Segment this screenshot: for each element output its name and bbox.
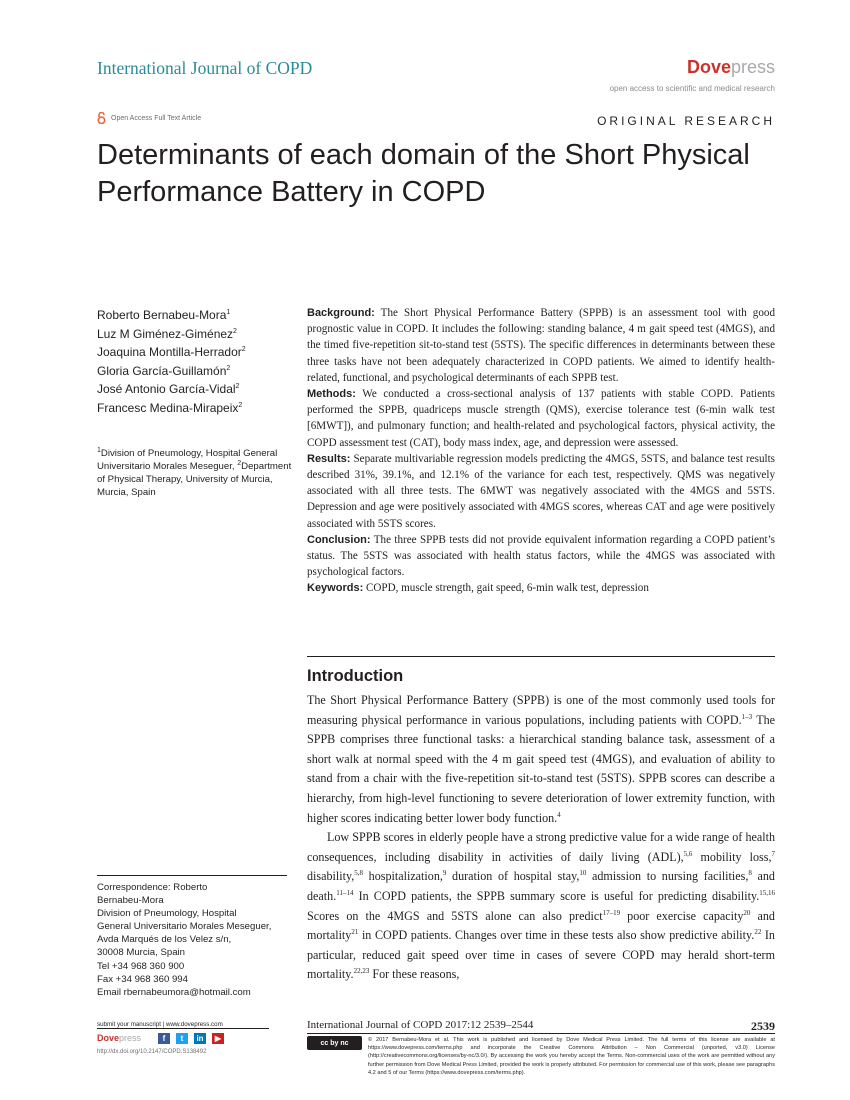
citation-ref[interactable]: 1–3 [741, 712, 753, 721]
linkedin-icon[interactable]: in [194, 1033, 206, 1044]
author: Luz M Giménez-Giménez$^2$ [97, 326, 237, 341]
affil-2-marker: 2 [237, 459, 242, 467]
cc-by-nc-badge[interactable]: cc by nc [307, 1036, 362, 1050]
intro-paragraph-1 [307, 691, 775, 828]
footer-rule [97, 1028, 269, 1029]
author: Gloria García-Guillamón$^2$ [97, 363, 231, 378]
paragraph-text: The Short Physical Performance Battery (SPPB) is one of the most commonly used tools for measuring physical performance in various populations, including patients with COPD. [307, 693, 775, 727]
affil-1: Division of Pneumology, Hospital General Universitario Morales Meseguer, [97, 448, 278, 472]
corr-line: Fax +34 968 360 994 [97, 973, 188, 985]
paragraph-text: In COPD patients, the SPPB summary score is useful for predicting disability. [353, 888, 760, 903]
abstract-conclusion: Conclusion: The three SPPB tests did not provide equivalent information regarding a COPD patient’s status. The 5STS was associated with health status factors, while the 4MGS was associated with psychological factors. [307, 533, 775, 579]
citation-ref[interactable]: 15,16 [759, 888, 775, 897]
citation-ref[interactable]: 21 [351, 928, 359, 937]
corr-line: Bernabeu-Mora [97, 895, 164, 907]
citation-ref[interactable]: 17–19 [602, 908, 621, 917]
paragraph-text: For these reasons, [369, 967, 460, 982]
page-number: 2539 [751, 1019, 775, 1033]
facebook-icon[interactable]: f [158, 1033, 170, 1044]
tagline: open access to scientific and medical research [609, 84, 775, 93]
paragraph-text: poor exercise capacity [620, 908, 744, 923]
corr-line: Correspondence: Roberto [97, 882, 208, 893]
citation-ref[interactable]: 7 [771, 849, 775, 858]
twitter-icon[interactable]: t [176, 1033, 188, 1044]
paragraph-text: The SPPB comprises three functional tasks: a hierarchical standing balance task, assessment of a short walk at normal speed with the 4 m gait speed test (4MGS), and evaluation of ability to stand from a chair with the five-repetition sit-to-stand test (5STS). SPPB scores can describe a hierarchy, from high-level functioning to severe deterioration of lower extremity function, with higher scores indicating better lower body function. [307, 712, 775, 825]
footer-dovepress-logo[interactable]: Dovepress [97, 1033, 142, 1043]
brand-dove: Dove [686, 57, 731, 77]
citation-ref[interactable]: 5,8 [354, 869, 364, 878]
intro-paragraph-2 [307, 828, 775, 985]
author-list [97, 306, 292, 418]
paragraph-text: disability, [307, 869, 355, 884]
introduction-body [307, 691, 775, 985]
author: Francesc Medina-Mirapeix$^2$ [97, 400, 243, 415]
correspondence-divider [97, 875, 287, 876]
citation-ref[interactable]: 10 [579, 869, 587, 878]
affiliations [97, 447, 292, 499]
corr-line: Avda Marqués de los Velez s/n, [97, 934, 232, 946]
submit-manuscript-link[interactable]: submit your manuscript | www.dovepress.com [97, 1021, 223, 1028]
dovepress-logo[interactable] [687, 57, 775, 78]
corr-line: General Universitario Morales Meseguer, [97, 921, 272, 933]
paragraph-text: admission to nursing facilities, [586, 869, 749, 884]
section-divider [307, 656, 775, 657]
abstract [307, 305, 775, 597]
affil-1-marker: 1 [97, 446, 101, 454]
author: Roberto Bernabeu-Mora$^1$ [97, 308, 231, 322]
abstract-keywords: Keywords: COPD, muscle strength, gait speed, 6-min walk test, depression [307, 582, 649, 595]
license-text: © 2017 Bernabeu-Mora et al. This work is published and licensed by Dove Medical Press Limited. The full terms of this license are available at https://www.dovepress.com/terms.php and incorporate the Creative Commons Attribution – Non Commercial (unported, v3.0) License (http://creativecommons.org/licenses/by-nc/3.0/). By accessing the work you hereby accept the Terms. Non-commercial uses of the work are permitted without any further permission from Dove Medical Press Limited, provided the work is properly attributed. For permission for commercial use of this work, please see paragraphs 4.2 and 5 of our Terms (https://www.dovepress.com/terms.php). [368, 1037, 775, 1076]
introduction-heading: Introduction [307, 667, 404, 685]
paragraph-text: duration of hospital stay, [446, 869, 580, 884]
citation-ref[interactable]: 22 [754, 928, 762, 937]
citation-ref[interactable]: 5,6 [683, 849, 693, 858]
corr-line: Tel +34 968 360 900 [97, 960, 185, 972]
open-access-label [97, 112, 201, 124]
author: Joaquina Montilla-Herrador$^2$ [97, 345, 246, 360]
doi-link[interactable]: http://dx.doi.org/10.2147/COPD.S138492 [97, 1049, 207, 1055]
abstract-methods: Methods: We conducted a cross-sectional analysis of 137 patients with stable COPD. Patients performed the SPPB, quadriceps muscle strength (QMS), exercise tolerance test (6-min walk test [6MWT]), and pulmonary function; and health-related and psychological factors, physical activity, the COPD assessment test (CAT), body mass index, age, and depression were assessed. [307, 388, 775, 449]
citation-ref[interactable]: 9 [442, 869, 447, 878]
article-type: ORIGINAL RESEARCH [597, 114, 775, 128]
author: José Antonio García-Vidal$^2$ [97, 382, 240, 397]
corr-line: 30008 Murcia, Spain [97, 947, 185, 959]
open-access-text: Open Access Full Text Article [111, 114, 202, 122]
abstract-results: Results: Separate multivariable regression models predicting the 4MGS, 5STS, and balance test results described 31%, 39.1%, and 12.1% of the variance for each test, respectively. QMS was negatively associated with all three tests. The 6MWT was negatively associated with the 4MGS and 5STS. Depression and age were positively associated with 4MGS scores, whereas CAT and age were positively associated with 5STS scores. [307, 452, 775, 530]
citation-ref[interactable]: 20 [743, 908, 751, 917]
citation-ref[interactable]: 4 [557, 810, 561, 819]
correspondence [97, 881, 297, 999]
license-block [307, 1036, 775, 1077]
brand-press: press [730, 57, 775, 77]
open-lock-icon [97, 112, 106, 124]
corr-line: Division of Pneumology, Hospital [97, 908, 237, 920]
social-links [158, 1033, 224, 1044]
citation-ref[interactable]: 8 [748, 869, 752, 878]
abstract-background: Background: The Short Physical Performance Battery (SPPB) is an assessment tool with good prognostic value in COPD. It includes the following: standing balance, 4 m gait speed test (4MGS), and the timed five-repetition sit-to-stand test (5STS). The specific differences in determinants between these three tasks have not been adequately characterized in COPD patients. We aimed to identify health-related, functional, and psychological determinants of each SPPB test. [307, 307, 775, 384]
citation-rule [307, 1033, 775, 1034]
paragraph-text: Low SPPB scores in elderly people have a strong predictive value for a wide range of health consequences, including disability in activities of daily living (ADL), [307, 830, 775, 864]
journal-name[interactable]: International Journal of COPD [97, 58, 313, 78]
affil-2: Department of Physical Therapy, University of Murcia, Murcia, Spain [97, 461, 292, 498]
journal-citation: International Journal of COPD 2017:12 2539–2544 [307, 1019, 534, 1031]
paragraph-text: Scores on the 4MGS and 5STS alone can also predict [307, 908, 603, 923]
paragraph-text: in COPD patients. Changes over time in these tests also show predictive ability. [358, 928, 755, 943]
article-title: Determinants of each domain of the Short Physical Performance Battery in COPD [97, 139, 750, 208]
paragraph-text: In particular, reduced gait speed over time in cases of severe COPD may herald short-term mortality. [307, 928, 775, 982]
corr-email[interactable]: Email rbernabeumora@hotmail.com [97, 986, 251, 998]
paragraph-text: and mortality [307, 908, 775, 943]
citation-ref[interactable]: 11–14 [336, 888, 354, 897]
citation-ref[interactable]: 22,23 [353, 967, 370, 976]
paragraph-text: mobility loss, [692, 849, 772, 864]
youtube-icon[interactable]: ▶ [212, 1033, 224, 1044]
paragraph-text: and death. [307, 869, 775, 903]
paragraph-text: hospitalization, [363, 869, 443, 884]
